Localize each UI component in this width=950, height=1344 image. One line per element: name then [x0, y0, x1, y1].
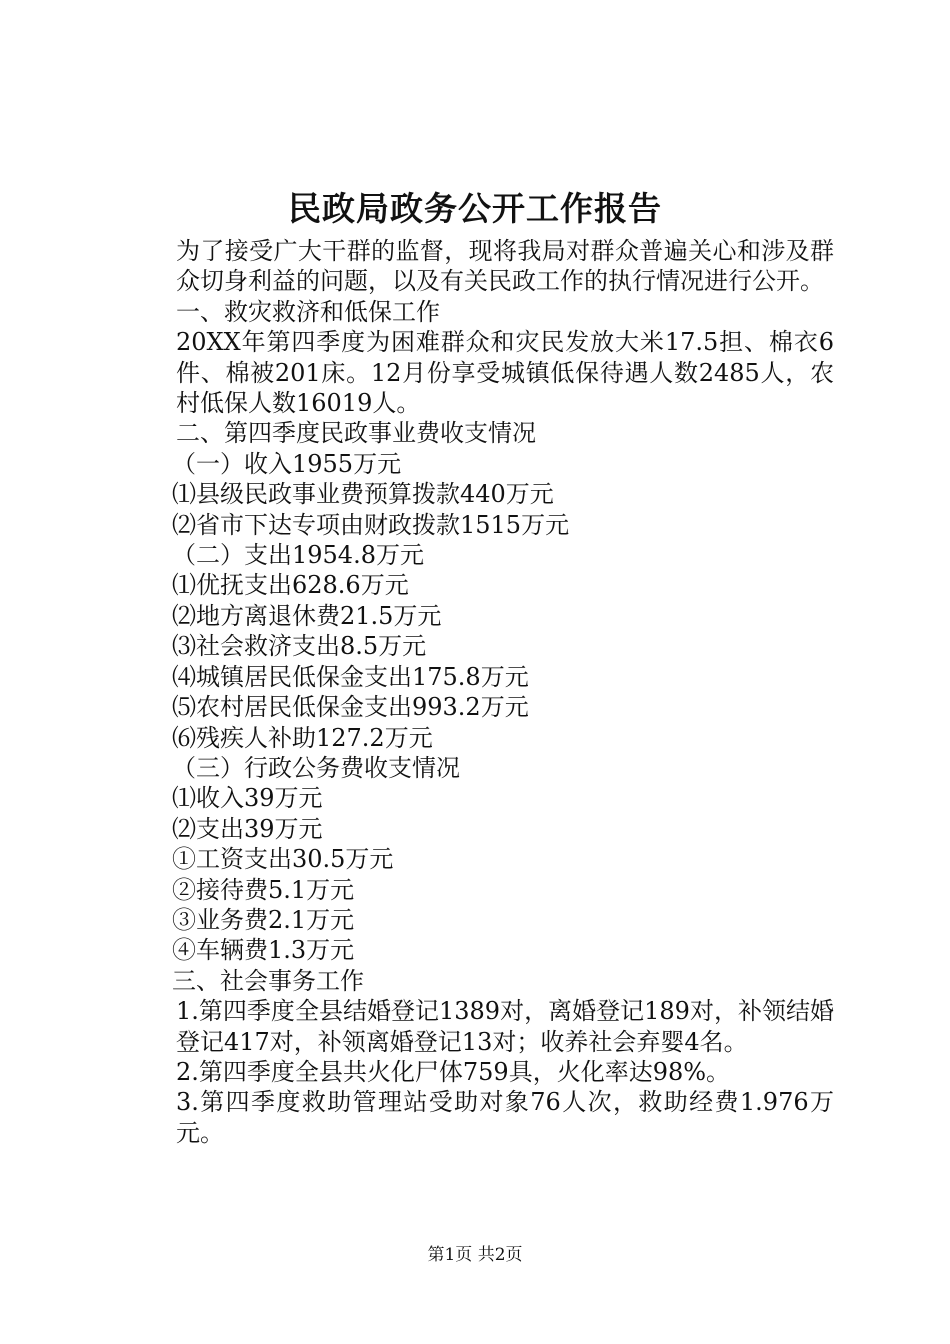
paragraph: ①工资支出30.5万元	[172, 845, 394, 874]
paragraph: 三、社会事务工作	[172, 966, 364, 995]
paragraph: 20XX年第四季度为困难群众和灾民发放大米17.5担、棉衣6件、棉被201床。12月份享受城镇低保待遇人数2485人，农村低保人数16019人。	[176, 328, 834, 418]
paragraph: ⑶社会救济支出8.5万元	[172, 632, 427, 661]
paragraph: 一、救灾救济和低保工作	[176, 297, 440, 326]
page-footer: 第1页 共2页	[427, 1245, 523, 1265]
paragraph: ⑵省市下达专项由财政拨款1515万元	[172, 510, 570, 539]
paragraph: 二、第四季度民政事业费收支情况	[176, 419, 536, 448]
paragraph: ⑴县级民政事业费预算拨款440万元	[172, 480, 554, 509]
paragraph: ②接待费5.1万元	[172, 875, 355, 904]
paragraph: ⑹残疾人补助127.2万元	[172, 723, 433, 752]
paragraph: 2.第四季度全县共火化尸体759具，火化率达98%。	[176, 1057, 731, 1086]
paragraph: 1.第四季度全县结婚登记1389对，离婚登记189对，补领结婚登记417对，补领离婚登记13对；收养社会弃婴4名。	[176, 997, 834, 1056]
paragraph: ③业务费2.1万元	[172, 905, 355, 934]
paragraph: ⑷城镇居民低保金支出175.8万元	[172, 662, 529, 691]
paragraph: 3.第四季度救助管理站受助对象76人次，救助经费1.976万元。	[176, 1088, 834, 1147]
paragraph: ⑵地方离退休费21.5万元	[172, 601, 442, 630]
document-title: 民政局政务公开工作报告	[288, 189, 662, 228]
paragraph: ⑴优抚支出628.6万元	[172, 571, 409, 600]
paragraph: （三）行政公务费收支情况	[172, 753, 460, 782]
paragraph: ⑴收入39万元	[172, 784, 323, 813]
paragraph: ④车辆费1.3万元	[172, 936, 355, 965]
paragraph: （一）收入1955万元	[172, 449, 402, 478]
document-body	[128, 236, 834, 1148]
paragraph: ⑸农村居民低保金支出993.2万元	[172, 693, 529, 722]
paragraph: （二）支出1954.8万元	[172, 541, 424, 570]
paragraph: 为了接受广大干群的监督，现将我局对群众普遍关心和涉及群众切身利益的问题，以及有关民政工作的执行情况进行公开。	[176, 237, 834, 296]
paragraph: ⑵支出39万元	[172, 814, 323, 843]
